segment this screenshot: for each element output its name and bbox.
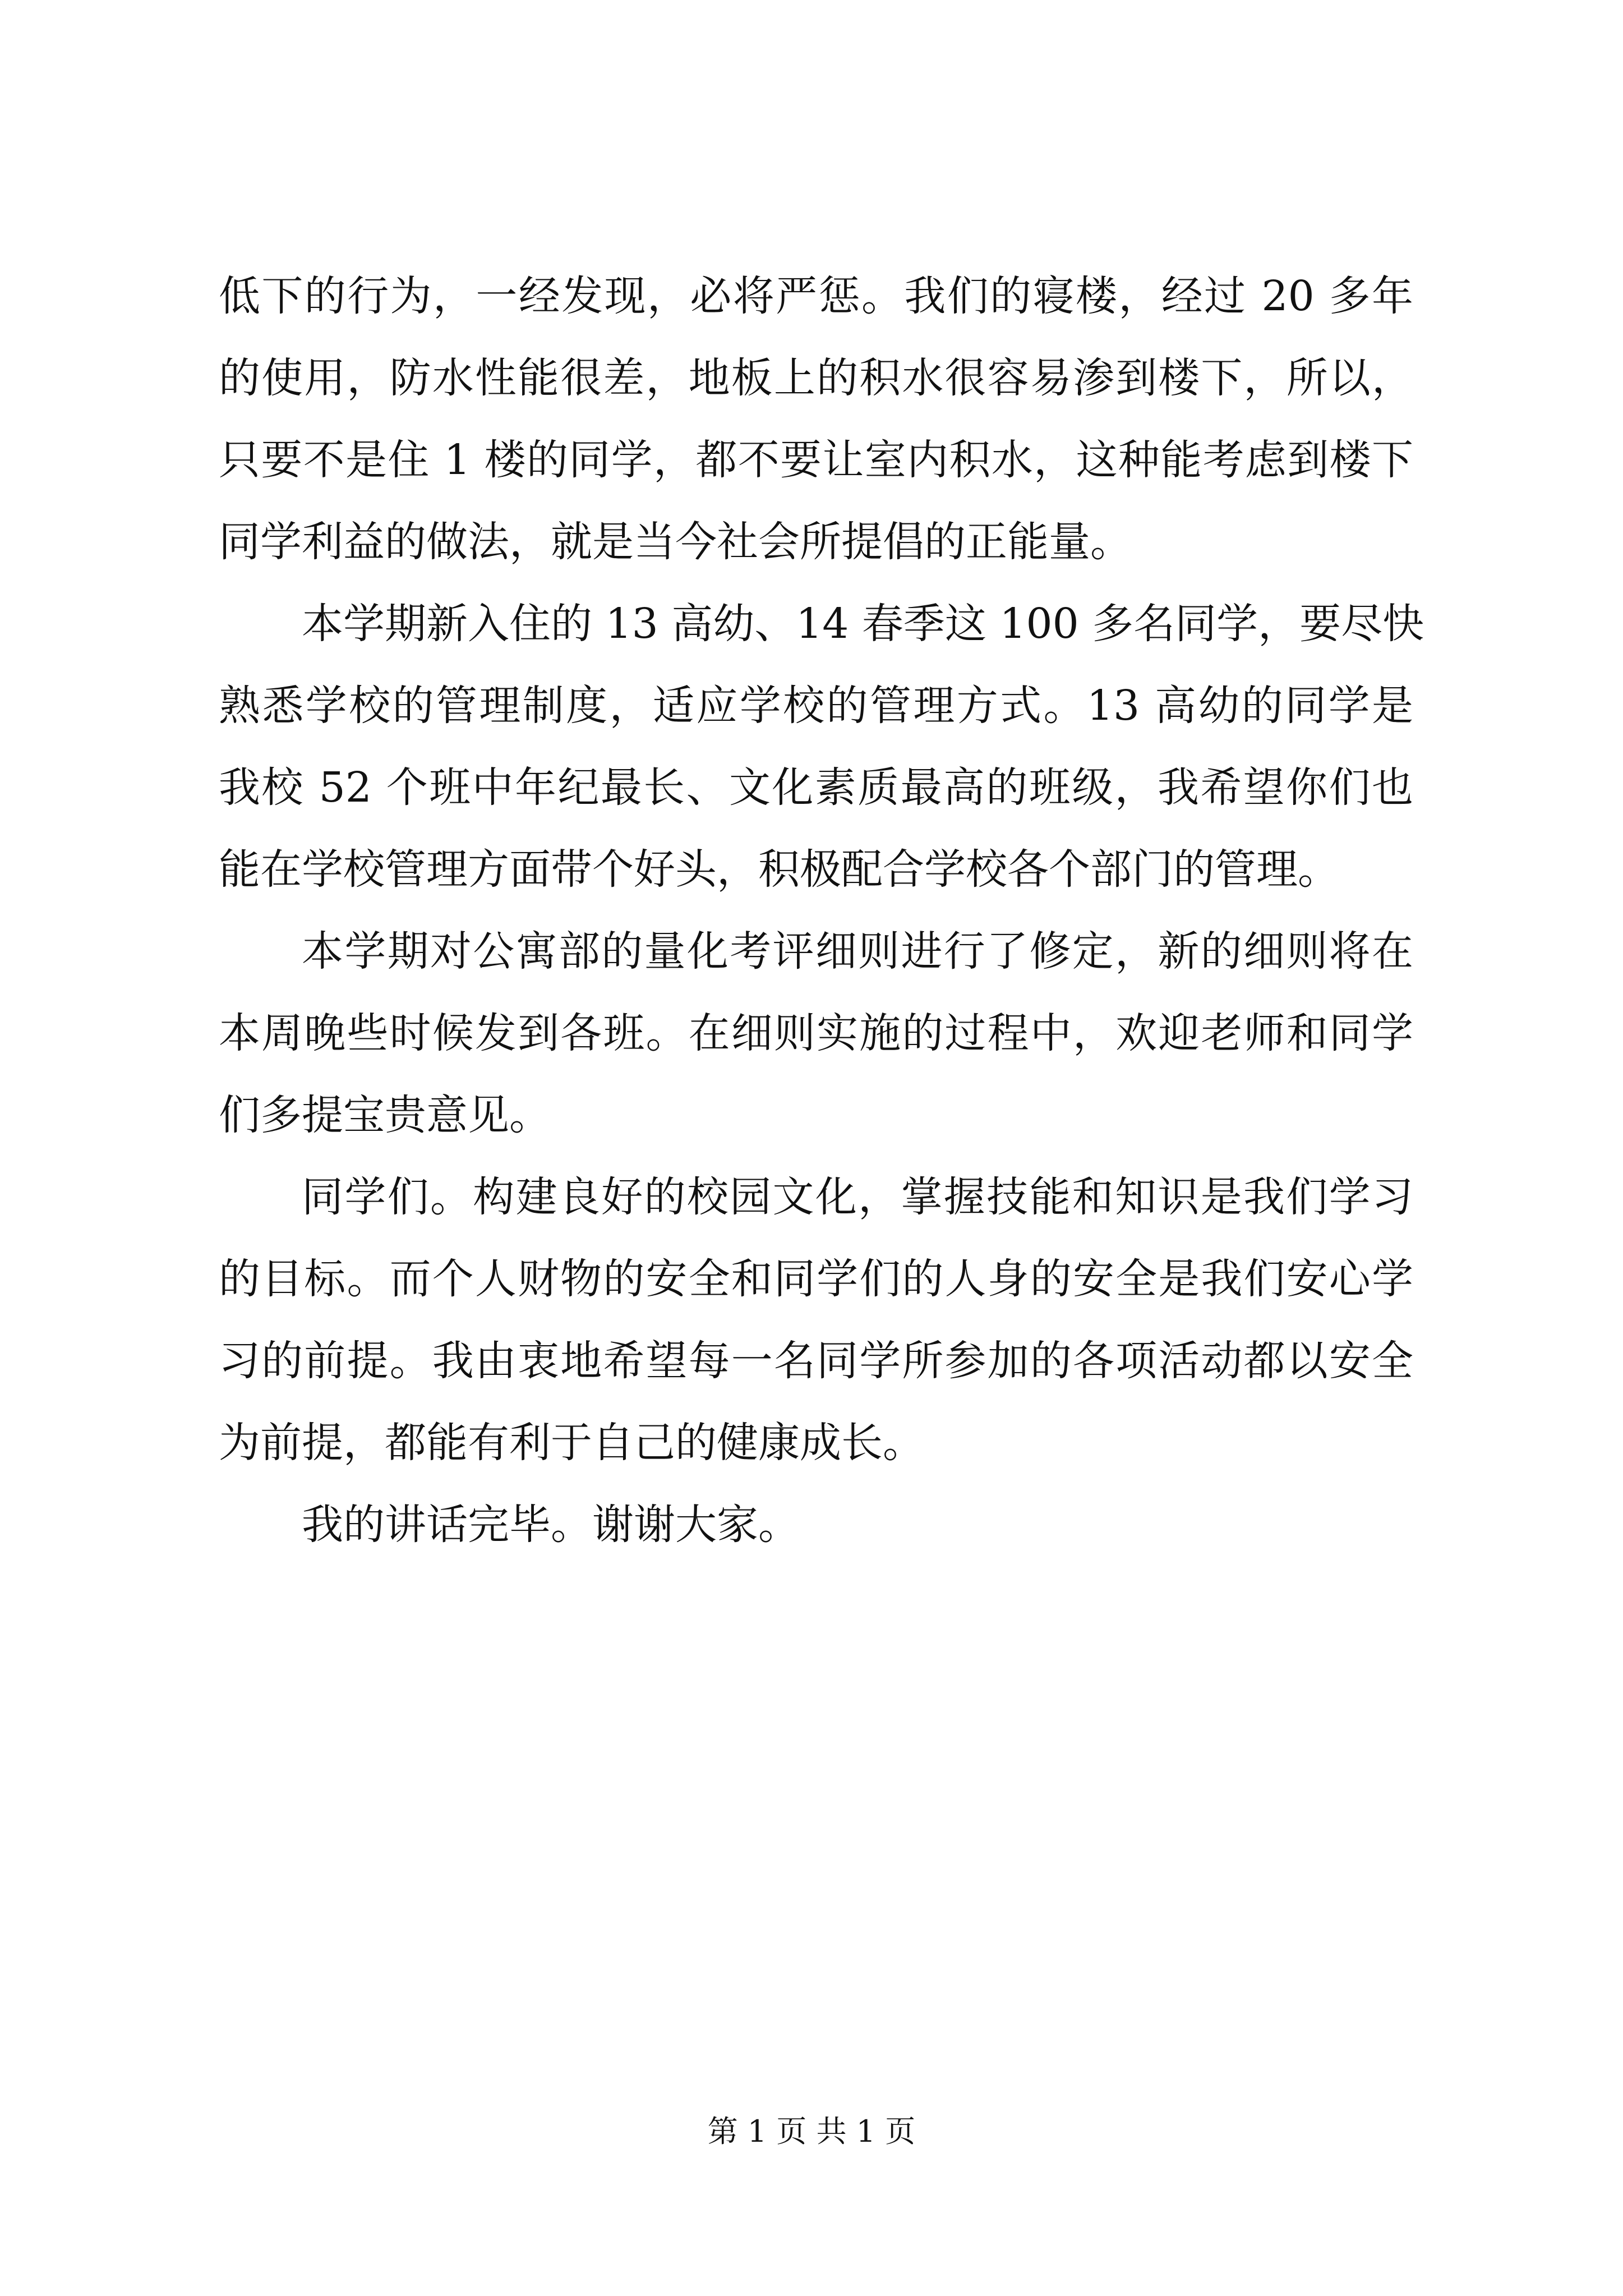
text-line: 同学利益的做法，就是当今社会所提倡的正能量。 — [219, 518, 1132, 566]
page-footer — [0, 2109, 1623, 2154]
text-line: 的使用，防水性能很差，地板上的积水很容易渗到楼下，所以， — [219, 354, 1413, 402]
text-line: 我的讲话完毕。谢谢大家。 — [302, 1501, 800, 1549]
text-line: 熟悉学校的管理制度，适应学校的管理方式。13 高幼的同学是 — [219, 682, 1413, 730]
paragraph — [219, 583, 1424, 910]
text-line: 我校 52 个班中年纪最长、文化素质最高的班级，我希望你们也 — [219, 763, 1413, 812]
text-line: 只要不是住 1 楼的同学，都不要让室内积水，这种能考虑到楼下 — [219, 436, 1413, 484]
document-body — [219, 255, 1424, 1566]
page-number-label: 第 1 页 共 1 页 — [707, 2114, 916, 2149]
paragraph — [219, 1484, 1413, 1566]
text-line: 本学期对公寓部的量化考评细则进行了修定，新的细则将在 — [302, 927, 1413, 976]
paragraph — [219, 1156, 1413, 1484]
text-line: 的目标。而个人财物的安全和同学们的人身的安全是我们安心学 — [219, 1255, 1413, 1303]
paragraph — [219, 910, 1413, 1156]
text-line: 为前提，都能有利于自己的健康成长。 — [219, 1419, 924, 1467]
text-line: 能在学校管理方面带个好头，积极配合学校各个部门的管理。 — [219, 845, 1339, 894]
text-line: 同学们。构建良好的校园文化，掌握技能和知识是我们学习 — [302, 1173, 1413, 1221]
text-line: 本周晚些时候发到各班。在细则实施的过程中，欢迎老师和同学 — [219, 1009, 1413, 1057]
text-line: 们多提宝贵意见。 — [219, 1091, 551, 1139]
text-line: 本学期新入住的 13 高幼、14 春季这 100 多名同学，要尽快 — [302, 600, 1424, 648]
paragraph — [219, 255, 1413, 583]
text-line: 习的前提。我由衷地希望每一名同学所参加的各项活动都以安全 — [219, 1337, 1413, 1385]
text-line: 低下的行为，一经发现，必将严惩。我们的寝楼，经过 20 多年 — [219, 272, 1413, 320]
